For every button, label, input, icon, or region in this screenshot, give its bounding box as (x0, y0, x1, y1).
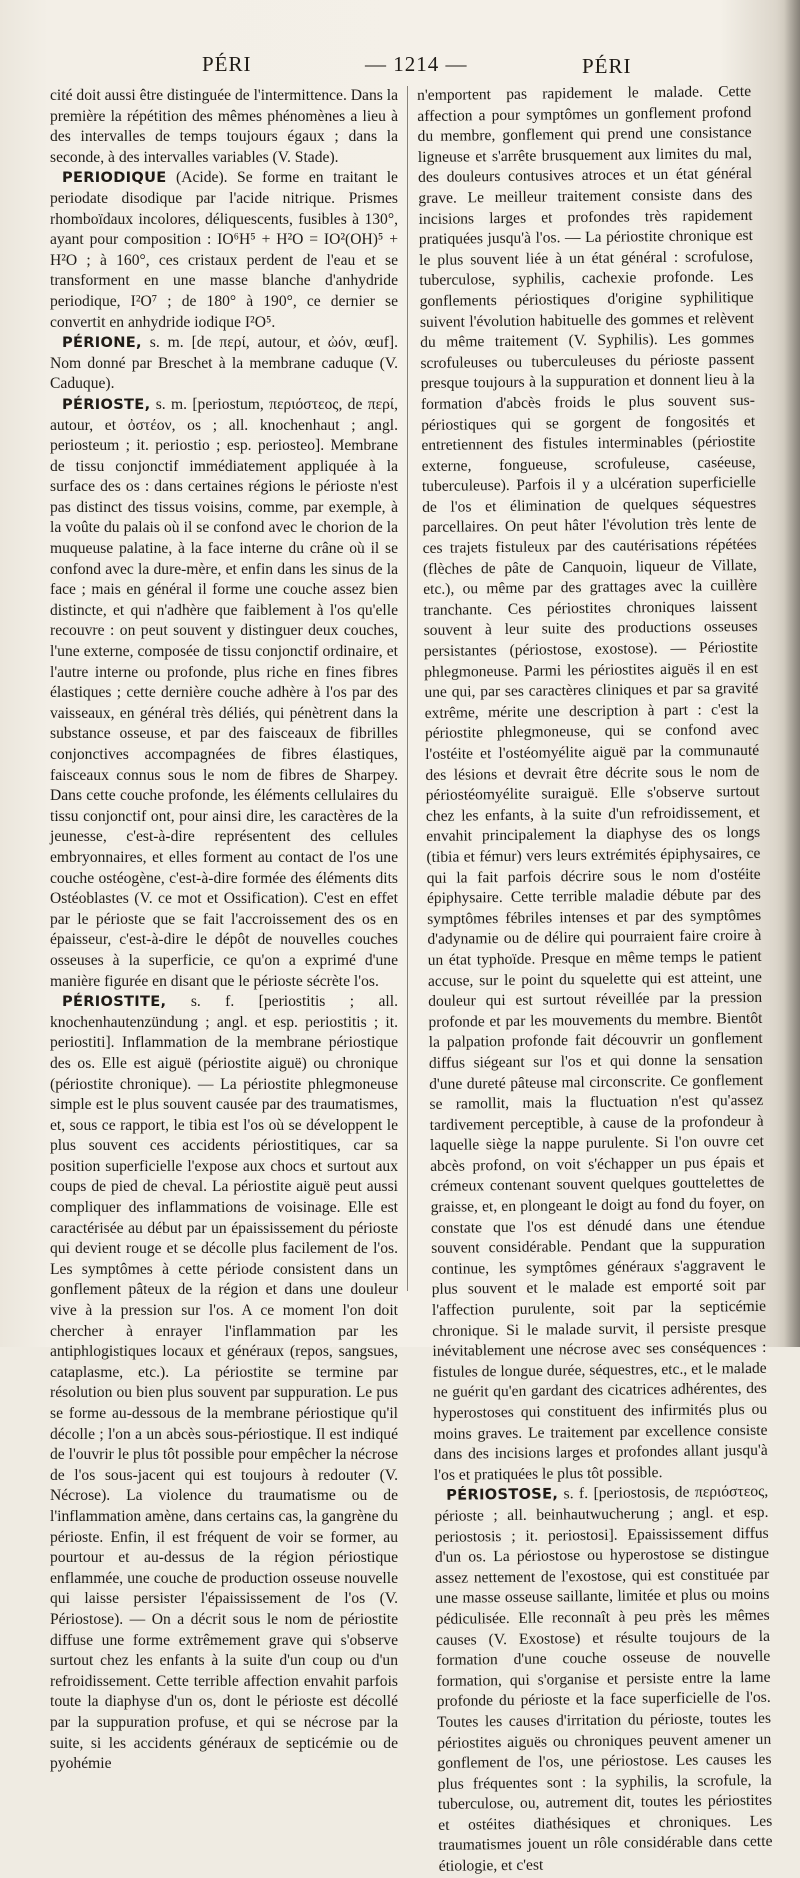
entry-headword: PÉRIOSTITE, (62, 993, 167, 1011)
column-divider (407, 86, 408, 1291)
entry-perione: PÉRIONE, s. m. [de περί, autour, et ὠόν, œuf]. Nom donné par Breschet à la membrane caduque (V. Caduque). (50, 334, 398, 393)
left-column (50, 86, 398, 1773)
entry-paragraph: cité doit aussi être distinguée de l'intermittence. Dans la première la répétition des mêmes phénomènes a lieu à des intervalles de temps toujours égaux ; dans la seconde, à des intervalles variables (V. Stade). (50, 87, 398, 166)
page-number: — 1214 — (365, 52, 468, 76)
entry-headword: PÉRIONE, (62, 334, 142, 352)
entry-periostite: PÉRIOSTITE, s. f. [periostitis ; all. knochenhautenzündung ; angl. et esp. periostitis ; it. periostiti]. Inflammation de la membrane périostique des os. Elle est aiguë (périostite aiguë) ou chronique (périostite chronique). — La périostite phlegmoneuse simple est le plus souvent causée par des traumatismes, et, sous ce rapport, le tibia est l'os où se développent le plus souvent ces accidents périostitiques, car sa position superficielle l'expose aux chocs et surtout aux coups de pied de cheval. La périostite aiguë peut aussi compliquer des inflammations de voisinage. Elle est caractérisée au début par un épaississement du périoste qui devient rouge et se décolle plus facilement de l'os. Les symptômes à cette période consistent dans un gonflement pâteux de la région et dans une douleur vive à la pression sur l'os. A ce moment l'on doit chercher à enrayer l'inflammation par les antiphlogistiques locaux et généraux (repos, sangsues, cataplasme, etc.). La périostite se termine par résolution ou bien plus souvent par suppuration. Le pus se forme au-dessous de la membrane périostique qu'il décolle ; l'on a un abcès sous-périostique. Il est indiqué de l'ouvrir le plus tôt possible pour empêcher la nécrose de l'os sous-jacent qui est toujours à redouter (V. Nécrose). La violence du traumatisme ou de l'inflammation amène, dans certains cas, la gangrène du périoste. Enfin, il est fréquent de voir se former, au pourtour et au-dessus de la région périostique enflammée, une couche de production osseuse nouvelle qui laisse persister l'épaississement de l'os (V. Périostose). — On a décrit sous le nom de périostite diffuse une forme extrêmement grave qui s'observe surtout chez les enfants à la suite d'un coup ou d'un refroidissement. Cette terrible affection envahit parfois toute la diaphyse d'un os, dont le périoste est décollé par la suppuration profuse, et qui se nécrose par la suite, si les accidents généraux de septicémie ou de pyohémie (50, 993, 398, 1773)
right-column (417, 82, 773, 1875)
header-left-word: PÉRI (202, 52, 252, 76)
entry-headword: PÉRIOSTE, (62, 395, 151, 413)
entry-headword: PÉRIOSTOSE, (446, 1485, 559, 1505)
page-edge-shadow (784, 0, 800, 1347)
entry-periostose: PÉRIOSTOSE, s. f. [periostosis, de περιόστεος, périoste ; all. beinhautwucherung ; angl. et esp. periostosis ; it. periostosi]. Epaississement diffus d'un os. La périostose ou hyperostose se distingue assez nettement de l'exostose, qui est constituée par une masse osseuse saillante, limitée et plus ou moins pédiculisée. Elle reconnaît à peu près les mêmes causes (V. Exostose) et résulte toujours de la formation d'une couche osseuse de nouvelle formation, qui s'organise et persiste entre la lame profonde du périoste et la face superficielle de l'os. Toutes les causes d'irritation du périoste, toutes les périostites aiguës ou chroniques peuvent amener un gonflement de l'os, une périostose. Les causes les plus fréquentes sont : la syphilis, la scrofule, la tuberculose, ou, autrement dit, toutes les périostites et ostéites diathésiques et chroniques. Les traumatismes jouent un rôle considérable dans cette étiologie, et c'est (434, 1483, 773, 1875)
entry-perioste: PÉRIOSTE, s. m. [periostum, περιόστεος, de περί, autour, et ὀστέον, os ; all. knochenhaut ; angl. periosteum ; it. periostio ; esp. periosteo]. Membrane de tissu conjonctif immédiatement appliquée à la surface des os : dans certaines régions le périoste n'est pas distinct des tissus voisins, comme, par exemple, à la voûte du palais où il se confond avec le chorion de la muqueuse palatine, à la face interne du crâne où il se confond avec la dure-mère, et enfin dans les sinus de la face ; mais en général il forme une couche assez bien distincte, et qui n'adhère que faiblement à l'os qu'elle recouvre : on peut souvent y distinguer deux couches, l'une externe, composée de tissu conjonctif ordinaire, et l'autre interne ou profonde, plus riche en fines fibres élastiques ; cette dernière couche adhère à l'os par des vaisseaux, en général très déliés, qui pénètrent dans la substance osseuse, et par des faisceaux de fibrilles conjonctives accompagnées de fibres élastiques, faisceaux connus sous le nom de fibres de Sharpey. Dans cette couche profonde, les éléments cellulaires du tissu conjonctif ont, pour ainsi dire, les caractères de la jeunesse, c'est-à-dire représentent des cellules embryonnaires, et elles forment au contact de l'os une couche ostéogène, c'est-à-dire formée des éléments dits Ostéoblastes (V. ce mot et Ossification). C'est en effet par le périoste que se fait l'accroissement des os en épaisseur, c'est-à-dire le dépôt de nouvelles couches osseuses à la superficie, ce qu'on a exprimé d'une manière figurée en disant que le périoste sécrète l'os. (50, 395, 398, 990)
running-header (40, 52, 780, 82)
entry-headword: PERIODIQUE (62, 169, 167, 187)
entry-periodique: PERIODIQUE (Acide). Se forme en traitant le periodate disodique par l'acide nitrique. Prismes rhomboïdaux incolores, déliquescents, fusibles à 130°, ayant pour composition : IO⁶H⁵ + H²O = IO²(OH)⁵ + H²O ; à 160°, ces cristaux perdent de l'eau et se transforment en une masse blanche d'anhydride periodique, I²O⁷ ; de 180° à 190°, ce dernier se convertit en anhydride iodique I²O⁵. (50, 169, 398, 331)
header-right-word: PÉRI (582, 54, 632, 78)
entry-paragraph: n'emportent pas rapidement le malade. Cette affection a pour symptômes un gonflement profond du membre, gonflement qui prend une consistance ligneuse et s'arrête brusquement aux limites du mal, des douleurs contusives atroces et un état général grave. Le meilleur traitement consiste dans des incisions larges et profondes très rapidement pratiquées jusqu'à l'os. — La périostite chronique est le plus souvent liée à un état général : scrofulose, tuberculose, syphilis, cachexie profonde. Les gonflements périostiques d'origine syphilitique suivent l'évolution habituelle des gommes et relèvent du même traitement (V. Syphilis). Les gommes scrofuleuses ou tuberculeuses du périoste passent presque toujours à la suppuration et donnent lieu à la formation d'abcès froids le plus souvent sus-périostiques qui se gorgent de fongosités et entretiennent des fistules interminables (périostite externe, fongueuse, scrofuleuse, caséeuse, tuberculeuse). Parfois il y a ulcération superficielle de l'os et élimination de quelques séquestres parcellaires. On peut hâter l'évolution très lente de ces trajets fistuleux par des cautérisations répétées (flèches de pâte de Canquoin, liqueur de Villate, etc.), ou même par des grattages avec la cuillère tranchante. Ces périostites chroniques laissent souvent à leur suite des productions osseuses persistantes (périostose, exostose). — Périostite phlegmoneuse. Parmi les périostites aiguës il en est une qui, par ses caractères cliniques et par sa gravité extrême, mérite une description à part : c'est la périostite phlegmoneuse, qui se confond avec l'ostéite et l'ostéomyélite aiguë par la communauté des lésions et devrait être décrite sous le nom de périostéomyélite suraiguë. Elle s'observe surtout chez les enfants, à la suite d'un refroidissement, et envahit principalement la diaphyse des os longs (tibia et fémur) vers leurs extrémités épiphysaires, ce qui la fait parfois décrire sous le nom d'ostéite épiphysaire. Cette terrible maladie débute par des symptômes fébriles intenses et par des symptômes d'adynamie ou de délire qui pourraient faire croire à un état typhoïde. Presque en même temps le patient accuse, sur le point du squelette qui est atteint, une douleur qui est surtout réveillée par la pression profonde et par les mouvements du membre. Bientôt la palpation profonde fait découvrir un gonflement diffus siégeant sur l'os et qui donne la sensation d'une dureté pâteuse mal circonscrite. Ce gonflement se ramollit, mais la fluctuation n'est qu'assez tardivement perceptible, à cause de la profondeur à laquelle siège la nappe purulente. Si l'on ouvre cet abcès profond, on voit s'échapper un pus épais et crémeux contenant souvent quelques gouttelettes de graisse, et, en plongeant le doigt au fond du foyer, on constate que l'os est dénudé dans une étendue souvent considérable. Pendant que la suppuration continue, les symptômes généraux s'aggravent le plus souvent et le malade est emporté soit par l'affection purulente, soit par la septicémie chronique. Si le malade survit, il persiste presque inévitablement une nécrose avec ses conséquences : fistules de longue durée, séquestres, etc., et le malade ne guérit qu'en gardant des cicatrices adhérentes, des hyperostoses qui constituent des infirmités plus ou moins graves. Le traitement par excellence consiste dans des incisions larges et profondes allant jusqu'à l'os et pratiquées le plus tôt possible. (417, 82, 768, 1484)
